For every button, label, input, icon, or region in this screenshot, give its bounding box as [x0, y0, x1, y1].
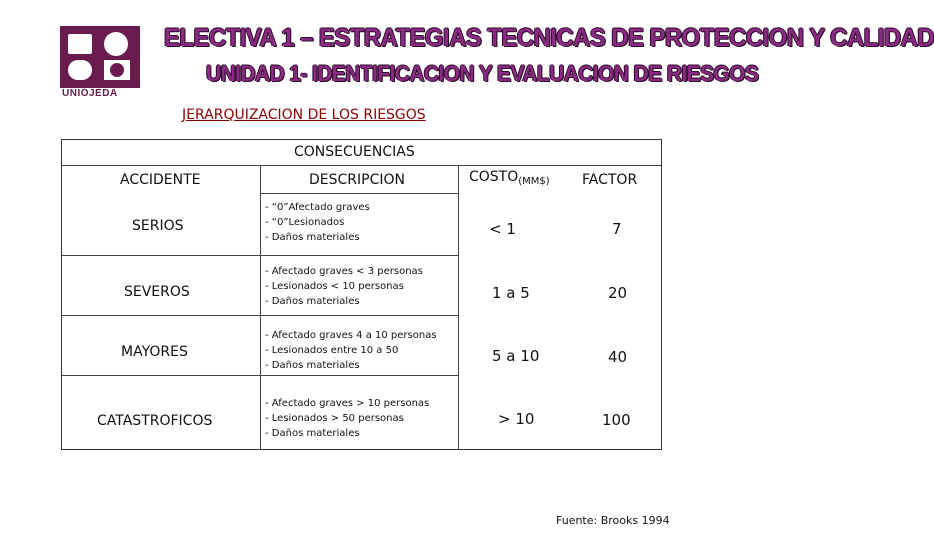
consecuencias-header: CONSECUENCIAS: [294, 144, 415, 160]
accidente-catastroficos: CATASTROFICOS: [97, 413, 213, 429]
costo-unit: (MM$): [518, 176, 550, 187]
desc-line: - Lesionados < 10 personas: [265, 281, 404, 292]
risk-table: [61, 139, 662, 450]
desc-line: - Daños materiales: [265, 296, 360, 307]
desc-line: - Afectado graves 4 a 10 personas: [265, 330, 437, 341]
row-divider: [62, 255, 260, 256]
factor-header: FACTOR: [582, 172, 638, 188]
desc-line: - Daños materiales: [265, 428, 360, 439]
desc-line: - Daños materiales: [265, 232, 360, 243]
source-note: Fuente: Brooks 1994: [556, 514, 670, 527]
desc-line: - Afectado graves < 3 personas: [265, 266, 423, 277]
desc-line: - Daños materiales: [265, 360, 360, 371]
title-line-2: UNIDAD 1- IDENTIFICACION Y EVALUACION DE RIESGOS: [206, 62, 759, 87]
factor-serios: 7: [612, 220, 622, 238]
accidente-mayores: MAYORES: [121, 344, 188, 360]
description-serios: [265, 200, 370, 245]
row-divider: [62, 375, 260, 376]
costo-mayores: 5 a 10: [492, 347, 540, 365]
row-divider: [62, 315, 260, 316]
costo-severos: 1 a 5: [492, 284, 530, 302]
factor-catastroficos: 100: [602, 411, 631, 429]
costo-serios: < 1: [489, 220, 516, 238]
desc-line: - “0”Afectado graves: [265, 202, 370, 213]
accidente-severos: SEVEROS: [124, 284, 190, 300]
desc-line: - Afectado graves > 10 personas: [265, 398, 430, 409]
title-line-1: ELECTIVA 1 – ESTRATEGIAS TECNICAS DE PROTECCION Y CALIDAD: [164, 24, 934, 53]
costo-header: [469, 169, 550, 185]
header-divider: [62, 165, 661, 166]
row-divider: [260, 375, 458, 376]
row-divider: [260, 315, 458, 316]
costo-label: COSTO: [469, 169, 519, 185]
desc-line: - Lesionados entre 10 a 50: [265, 345, 399, 356]
col-divider: [260, 165, 261, 450]
costo-catastroficos: > 10: [498, 410, 535, 428]
page-subtitle: JERARQUIZACION DE LOS RIESGOS: [182, 107, 426, 123]
factor-mayores: 40: [608, 348, 628, 366]
factor-severos: 20: [608, 284, 628, 302]
descripcion-header: DESCRIPCION: [309, 172, 405, 188]
subheader-divider: [260, 193, 458, 194]
description-mayores: [265, 328, 437, 373]
desc-line: - “0”Lesionados: [265, 217, 345, 228]
accidente-header: ACCIDENTE: [120, 172, 201, 188]
col-divider: [458, 165, 459, 450]
accidente-serios: SERIOS: [132, 218, 184, 234]
description-catastroficos: [265, 396, 429, 441]
desc-line: - Lesionados > 50 personas: [265, 413, 404, 424]
logo-text: UNIOJEDA: [62, 88, 118, 99]
description-severos: [265, 264, 423, 309]
row-divider: [260, 255, 458, 256]
